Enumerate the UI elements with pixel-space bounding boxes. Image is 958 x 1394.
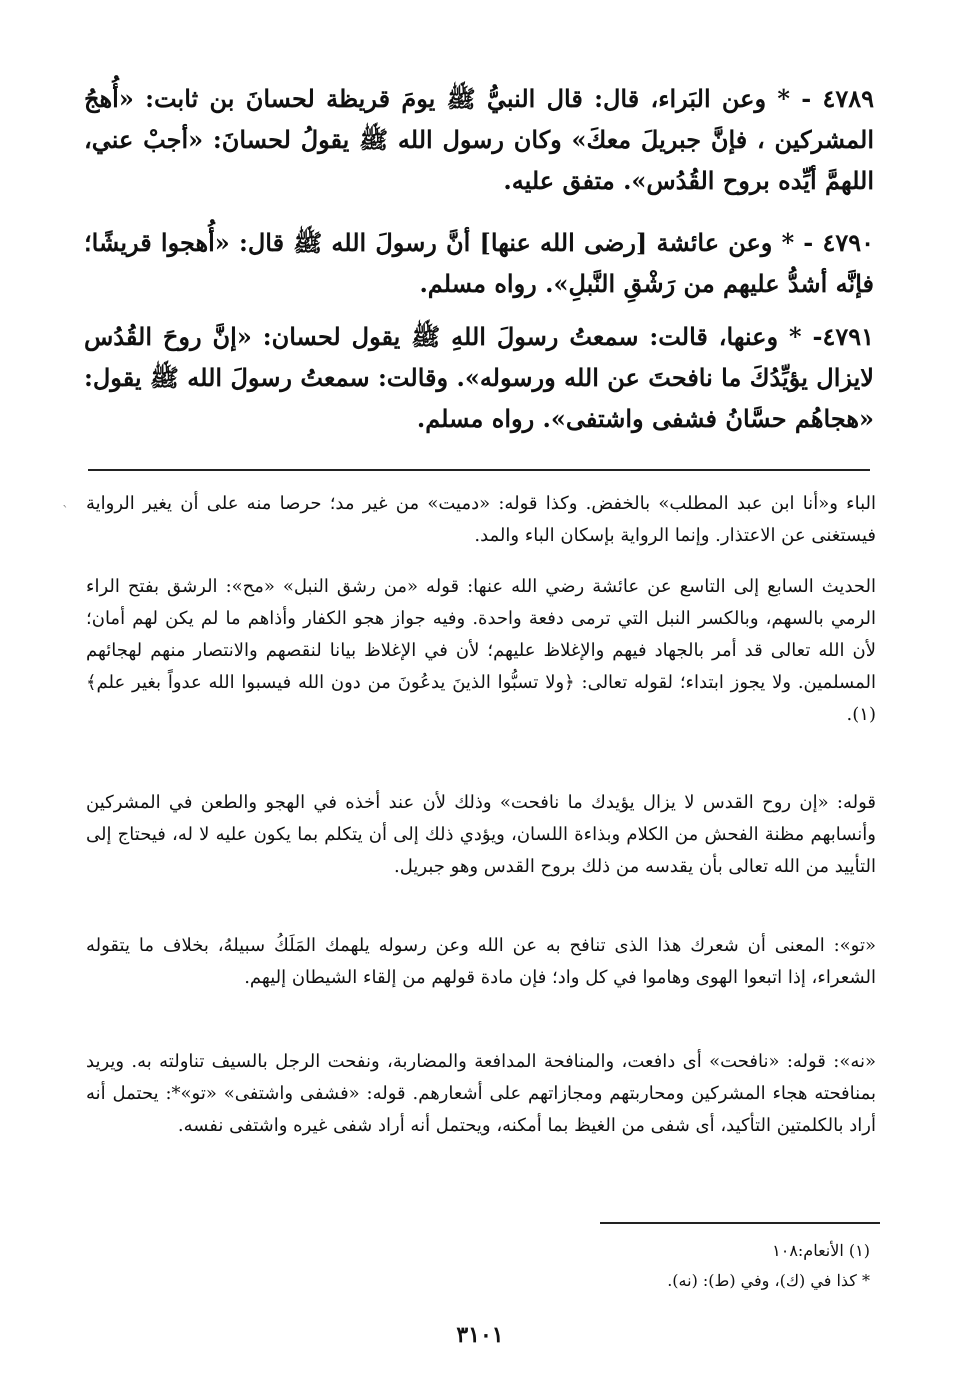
hadith-4790 bbox=[84, 222, 874, 304]
footnote: (١) الأنعام:١٠٨ bbox=[772, 1241, 870, 1260]
hadith-number: ٤٧٨٩ - bbox=[801, 84, 874, 113]
hadith-number: ٤٧٩١- bbox=[812, 322, 874, 351]
commentary-paragraph: قوله: «إن روح القدس لا يزال يؤيدك ما نافحت» وذلك لأن عند أخذه في الهجو والطعن في المشركين وأنسابهم مظنة الفحش من الكلام وبذاءة اللسان، ويؤدي ذلك إلى أن يتكلم بما يكون عليه لا له، فيحتاج إلى التأييد من الله تعالى بأن يقدسه من ذلك بروح القدس وهو جبريل. bbox=[86, 792, 876, 877]
commentary-paragraph: الحديث السابع إلى التاسع عن عائشة رضي الله عنها: قوله «من رشق النبل» «مح»: الرشق بفتح الراء الرمي بالسهم، وبالكسر النبل التي ترمى دفعة واحدة. وفيه جواز هجو الكفار وأذاهم ما لم يكن لهم أمان؛ لأن الله تعالى قد أمر بالجهاد فيهم والإغلاظ عليهم؛ لأن في الإغلاظ بيانا لنقصهم والانتصار منهم لهجائهم المسلمين. ولا يجوز ابتداء؛ لقوله تعالى: ﴿ولا تسبُّوا الذينَ يدعُونَ من دون الله فيسبوا الله عدواً بغير علم﴾(١). bbox=[86, 576, 876, 725]
footnote: * كذا في (ك)، وفي (ط): (نه). bbox=[667, 1271, 870, 1290]
hadith-text: * وعن البَراء، قال: قال النبيُّ ﷺ يومَ قريظة لحسانَ بن ثابت: «أُهجُ المشركين ، فإنَّ جبريلَ معكَ» وكان رسول الله ﷺ يقولُ لحسانَ: «أجبْ عني، اللهمَّ أيِّده بروح القُدُس». متفق عليه. bbox=[84, 84, 874, 195]
hadith-text: * وعن عائشة [رضى الله عنها] أنَّ رسولَ الله ﷺ قال: «أُهجوا قريشًا؛ فإنَّه أشدُّ عليهم من رَشْقِ النَّبلِ». رواه مسلم. bbox=[84, 228, 874, 298]
commentary-paragraph: «نه»: قوله: «نافحت» أى دافعت، والمنافحة المدافعة والمضاربة، ونفحت الرجل بالسيف تناولته به. ويريد بمنافحته هجاء المشركين ومحاربتهم ومجازاتهم على أشعارهم. قوله: «فشفى واشتفى» «تو»*: يحتمل أنه أراد بالكلمتين التأكيد، أى شفى من الغيظ بما أمكنه، ويحتمل أنه أراد شفى غيره واشتفى نفسه. bbox=[86, 1051, 876, 1136]
margin-mark: ` bbox=[62, 504, 69, 520]
footnote-divider bbox=[600, 1222, 880, 1224]
commentary-paragraph: «تو»: المعنى أن شعرك هذا الذى تنافح به عن الله وعن رسوله يلهمك المَلَكُ سبيلهُ، بخلاف ما يتقوله الشعراء، إذا اتبعوا الهوى وهاموا في كل واد؛ فإن مادة قولهم من إلقاء الشيطان إليهم. bbox=[86, 935, 876, 988]
main-divider bbox=[88, 469, 870, 471]
commentary-paragraph: الباء و«أنا ابن عبد المطلب» بالخفض. وكذا قوله: «دميت» من غير مد؛ حرصا منه على أن يغير الرواية فيستغنى عن الاعتذار. وإنما الرواية بإسكان الباء والمد. bbox=[86, 493, 877, 546]
page-number: ٣١٠١ bbox=[456, 1322, 504, 1348]
hadith-number: ٤٧٩٠ - bbox=[803, 228, 874, 257]
hadith-4791 bbox=[84, 316, 874, 439]
hadith-text: * وعنها، قالت: سمعتُ رسولَ اللهِ ﷺ يقول لحسان: «إنَّ روحَ القُدُس لايزال يؤيِّدُكَ ما نافحتَ عن الله ورسوله». وقالت: سمعتُ رسولَ الله ﷺ يقول: «هجاهُم حسَّانُ فشفى واشتفى». رواه مسلم. bbox=[84, 322, 874, 433]
hadith-4789 bbox=[84, 78, 874, 201]
